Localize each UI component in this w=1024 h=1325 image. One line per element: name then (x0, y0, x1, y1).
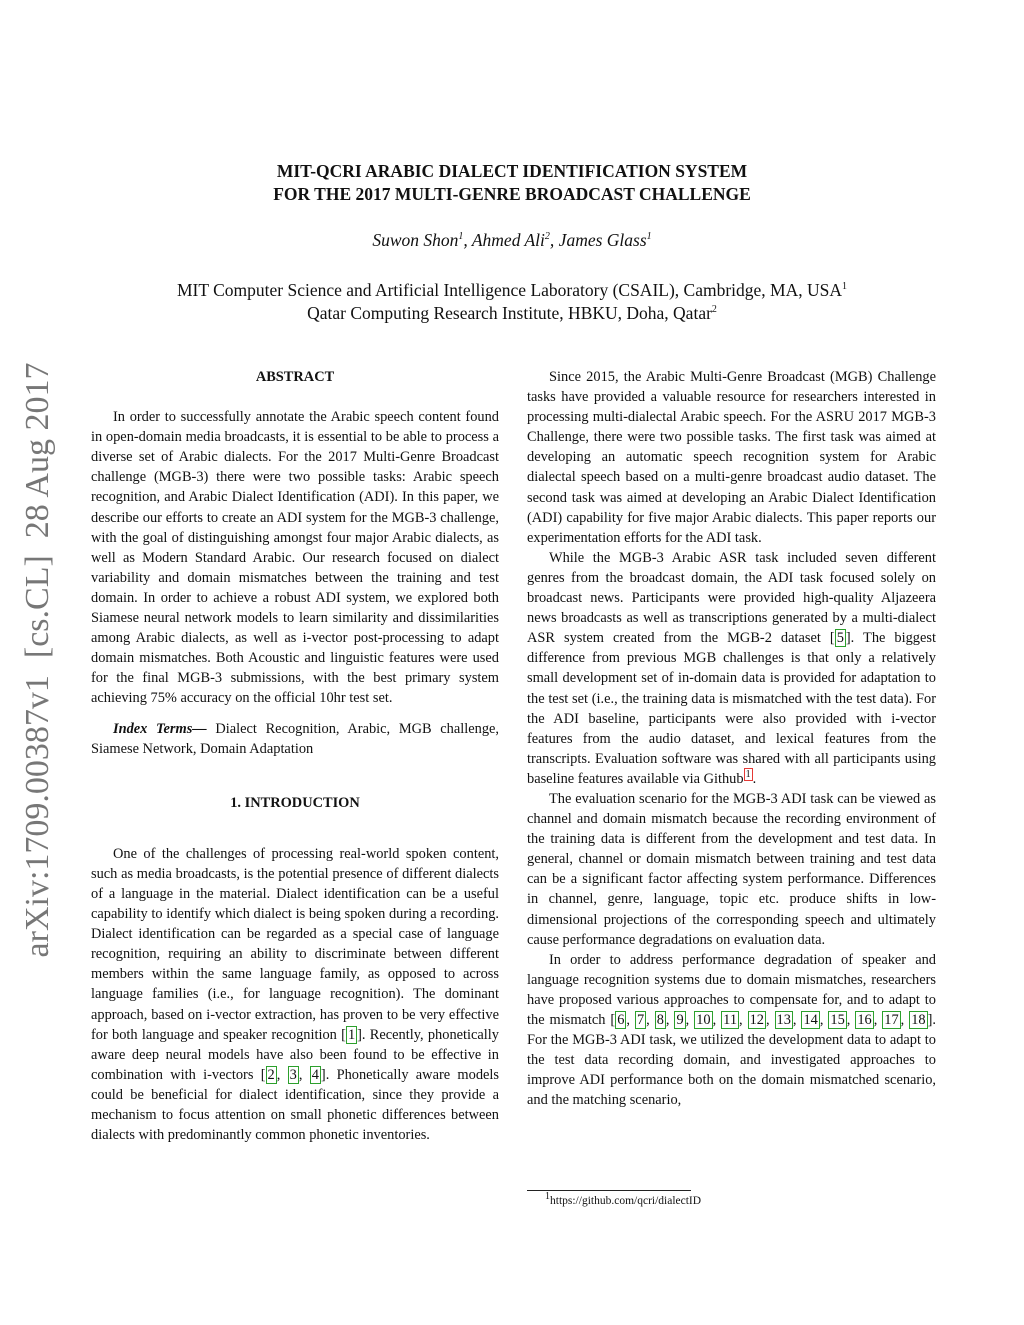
citation-link[interactable]: 9 (676, 1012, 684, 1028)
author-separator: , (549, 230, 559, 250)
citation-link[interactable]: 13 (776, 1012, 791, 1028)
title-line-1: MIT-QCRI ARABIC DIALECT IDENTIFICATION SYSTEM (276, 161, 748, 181)
author-affil-mark: 2 (544, 231, 550, 243)
citation-link[interactable]: 16 (857, 1012, 872, 1028)
author-separator: , (463, 230, 472, 250)
section-heading-introduction: 1. INTRODUCTION (230, 794, 360, 811)
author-affil-mark: 1 (458, 231, 464, 243)
body-paragraph: While the MGB-3 Arabic ASR task included seven different genres from the broadcast domain, the ADI task focused solely on broadcast news. Participants were provided high-quality Aljazeera news broadcasts as well as transcriptions generated by a multi-dialect ASR system created from the MGB-2 dataset [ 5 ]. The biggest difference from previous MGB challenges is that only a relatively small development set of in-domain data is provided for adaptation to the test set (i.e., the training data is mismatched with the test data). For the ADI baseline, participants were also provided with i-vector features from the audio dataset, and lexical features from the transcripts. Evaluation software was shared with all participants using baseline features available via Github $^1$ . (527, 549, 936, 787)
citation-link[interactable]: 15 (830, 1012, 845, 1028)
body-paragraph: The evaluation scenario for the MGB-3 ADI task can be viewed as channel and domain mismatch because the recording environment of the training data is different from the development and test data. In general, channel or domain mismatch between training and test data can be a significant factor affecting system performance. Differences in channel, genre, language, topic etc. produce shifts in low-dimensional projections of the corresponding speech and ultimately cause performance degradations on evaluation data. (527, 790, 936, 948)
title-line-2: FOR THE 2017 MULTI-GENRE BROADCAST CHALLENGE (273, 184, 751, 204)
body-paragraph: In order to address performance degradation of speaker and language recognition systems due to domain mismatches, researchers have proposed various approaches to compensate for, and to adapt to the mismatch [ 6 , 7 , 8 , 9 , 10 , 11 , 12 , 13 , 14 , 15 , 16 , 17 , 18 ]. For the MGB-3 ADI task, we utilized the development data to adapt to the test data recording domain, and investigated approaches to improve ADI performance both on the domain mismatched scenario, and the matching scenario, (527, 951, 936, 1109)
affiliations (0, 279, 1024, 325)
left-column (91, 367, 499, 1145)
author-name: James Glass (558, 230, 647, 250)
author-affil-mark: 1 (646, 231, 652, 243)
citation-link[interactable]: 2 (267, 1066, 275, 1083)
abstract-text: In order to successfully annotate the Arabic speech content found in open-domain media broadcasts, it is essential to be able to process a diverse set of Arabic dialects. For the 2017 Multi-Genre Broadcast challenge (MGB-3) there were two possible tasks: Arabic speech recognition, and Arabic Dialect Identification (ADI). In this paper, we describe our efforts to create an ADI system for the MGB-3 challenge, with the goal of distinguishing amongst four major Arabic dialects, as well as Modern Standard Arabic. Our research focused on dialect variability and domain mismatches between the training and test domain. In order to achieve a robust ADI system, we explored both Siamese neural network models to learn similarity and dissimilarities among Arabic dialects, as well as i-vector post-processing to adapt domain mismatches. Both Acoustic and linguistic features were used for the final MGB-3 submissions, with the best primary system achieving 75% accuracy on the official 10hr test set. (91, 409, 499, 707)
citation-link[interactable]: 4 (311, 1066, 319, 1083)
index-terms (91, 719, 499, 759)
citation-link[interactable]: 3 (289, 1066, 297, 1083)
citation-link[interactable]: 10 (696, 1012, 711, 1028)
right-column (527, 367, 936, 1110)
citation-link[interactable]: 18 (911, 1012, 926, 1028)
body-paragraph: Since 2015, the Arabic Multi-Genre Broadcast (MGB) Challenge tasks have provided a valuable resource for researchers interested in processing multi-dialectal Arabic speech. For the ASRU 2017 MGB-3 Challenge, there were two possible tasks. The first task was aimed at developing an automatic speech recognition system for Arabic dialectal speech based on a multi-genre broadcast audio dataset. The second task was aimed at developing an Arabic Dialect Identification (ADI) capability for five major Arabic dialects. This paper reports our experimentation efforts for the ADI task. (527, 369, 936, 546)
citation-link[interactable]: 11 (723, 1012, 738, 1028)
intro-paragraph: One of the challenges of processing real-world spoken content, such as media broadcasts, is the potential presence of different dialects of a language in the material. Dialect identification can be a useful capability to identify which dialect is being spoken during a recording. Dialect identification can be regarded as a special case of language recognition, requiring an ability to discriminate between different members within the same language family, as opposed to across language families (i.e., for language recognition). The dominant approach, based on i-vector extraction, has proven to be very effective for both language and speaker recognition [ 1 ]. Recently, phonetically aware deep neural models have also been found to be effective in combination with i-vectors [ 2 , 3 , 4 ]. Phonetically aware models could be beneficial for dialect identification, since they provide a mechanism to focus attention on small phonetic differences between dialects with predominantly common phonetic inventories. (91, 845, 499, 1144)
abstract-heading: ABSTRACT (255, 369, 335, 385)
footnote-mark: 1 (545, 1191, 550, 1203)
footnote (545, 1191, 702, 1208)
footnote-link[interactable]: 1 (745, 769, 751, 781)
footnote-divider (527, 1190, 691, 1191)
citation-link[interactable]: 6 (617, 1012, 625, 1028)
author-name: Ahmed Ali (471, 230, 545, 250)
affiliation-1: MIT Computer Science and Artificial Intelligence Laboratory (CSAIL), Cambridge, MA, USA$^1$ (177, 280, 847, 300)
arxiv-identifier: arXiv:1709.00387v1 [cs.CL] 28 Aug 2017 (19, 362, 56, 958)
citation-link[interactable]: 17 (884, 1012, 899, 1028)
citation-link[interactable]: 5 (836, 630, 844, 647)
footnote-url[interactable]: https://github.com/qcri/dialectID (550, 1195, 702, 1207)
citation-link[interactable]: 12 (749, 1012, 764, 1028)
citation-link[interactable]: 1 (347, 1026, 356, 1043)
citation-link[interactable]: 8 (656, 1012, 664, 1028)
paper-title (0, 160, 1024, 206)
index-terms-label: Index Terms— (113, 720, 207, 737)
author-list (0, 230, 1024, 251)
citation-link[interactable]: 7 (636, 1012, 645, 1028)
author-name: Suwon Shon (372, 230, 459, 250)
arxiv-identifier-stamp (8, 350, 68, 970)
citation-link[interactable]: 14 (803, 1012, 818, 1028)
affiliation-2: Qatar Computing Research Institute, HBKU, Doha, Qatar$^2$ (307, 303, 717, 323)
index-terms-text: Dialect Recognition, Arabic, MGB challenge, Siamese Network, Domain Adaptation (91, 720, 500, 757)
